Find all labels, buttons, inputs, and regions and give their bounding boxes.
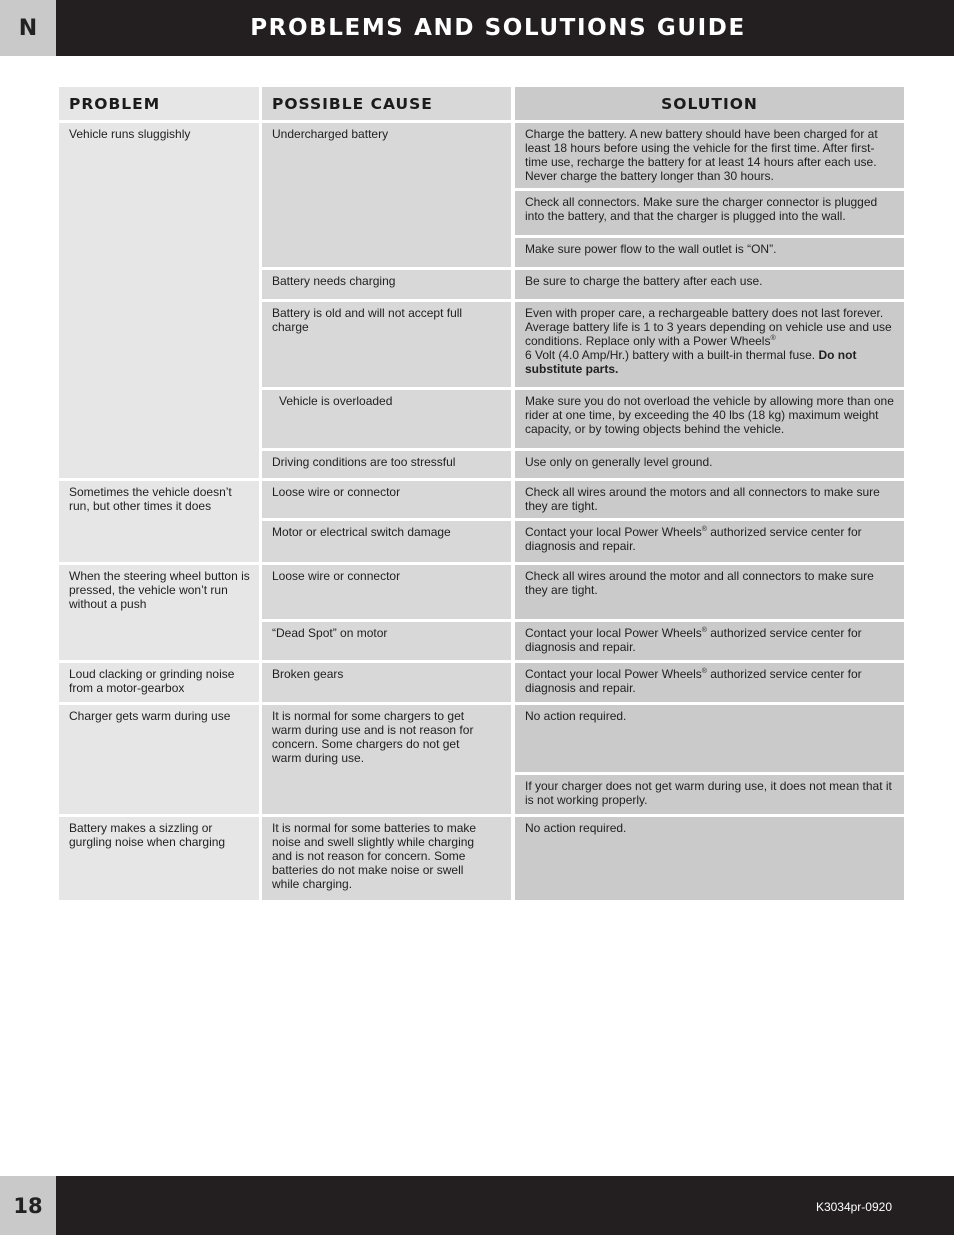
solution-cell: No action required. — [515, 705, 904, 772]
problem-cell: When the steering wheel button is pressed, the vehicle won’t run without a push — [59, 565, 259, 660]
registered-mark: ® — [701, 668, 707, 675]
header-problem: PROBLEM — [59, 87, 259, 120]
page-number: 18 — [0, 1176, 56, 1235]
solution-text: Contact your local Power Wheels — [525, 626, 702, 640]
solution-cell — [515, 521, 904, 562]
problem-cell: Sometimes the vehicle doesn’t run, but other times it does — [59, 481, 259, 562]
solution-cell: Check all connectors. Make sure the charger connector is plugged into the battery, and that the charger is plugged into the wall. — [515, 191, 904, 235]
title-bar — [56, 0, 954, 56]
solution-cell: Be sure to charge the battery after each use. — [515, 270, 904, 299]
cause-cell: Battery needs charging — [262, 270, 511, 299]
cause-cell — [262, 705, 511, 814]
solution-cell: Make sure you do not overload the vehicle by allowing more than one rider at one time, by exceeding the 40 lbs (18 kg) maximum weight capacity, or by towing objects behind the vehicle. — [515, 390, 904, 448]
solution-text: 6 Volt (4.0 Amp/Hr.) battery with a built-in thermal fuse. — [525, 348, 819, 362]
solution-cell: Check all wires around the motor and all connectors to make sure they are tight. — [515, 565, 904, 619]
cause-cell: Loose wire or connector — [262, 565, 511, 619]
solution-cell — [515, 663, 904, 702]
solution-cell: Make sure power flow to the wall outlet is “ON”. — [515, 238, 904, 267]
cause-cell: Driving conditions are too stressful — [262, 451, 511, 478]
document-code: K3034pr-0920 — [815, 1200, 892, 1214]
problem-cell: Charger gets warm during use — [59, 705, 259, 814]
header-solution: SOLUTION — [515, 87, 904, 120]
problem-cell: Battery makes a sizzling or gurgling noise when charging — [59, 817, 259, 900]
page-title: PROBLEMS AND SOLUTIONS GUIDE — [250, 15, 746, 41]
solution-cell: Charge the battery. A new battery should have been charged for at least 18 hours before using the vehicle for the first time. After first-time use, recharge the battery for at least 14 hours after each use. Never charge the battery longer than 30 hours. — [515, 123, 904, 188]
solution-cell: Check all wires around the motors and all connectors to make sure they are tight. — [515, 481, 904, 518]
problem-cell: Vehicle runs sluggishly — [59, 123, 259, 478]
cause-cell: “Dead Spot” on motor — [262, 622, 511, 660]
solution-cell: If your charger does not get warm during use, it does not mean that it is not working properly. — [515, 775, 904, 814]
registered-mark: ® — [770, 335, 776, 342]
cause-cell — [262, 817, 511, 900]
cause-cell: Undercharged battery — [262, 123, 511, 267]
cause-cell — [262, 302, 511, 387]
solution-cell — [515, 622, 904, 660]
cause-cell: Broken gears — [262, 663, 511, 702]
solution-text: authorized service center for diagnosis and repair. — [525, 525, 862, 553]
header-possible-cause: POSSIBLE CAUSE — [262, 87, 511, 120]
cause-cell: Motor or electrical switch damage — [262, 521, 511, 562]
solution-text: Contact your local Power Wheels — [525, 667, 702, 681]
solution-text: authorized service center for diagnosis and repair. — [525, 667, 862, 695]
cause-text: It is normal for some chargers to get warm during use and is not reason for concern. Some chargers do not get warm during use. — [272, 709, 474, 765]
cause-cell: Vehicle is overloaded — [262, 390, 511, 448]
solution-text: authorized service center for diagnosis and repair. — [525, 626, 862, 654]
section-tab-letter: N — [0, 0, 56, 56]
footer-bar — [56, 1176, 954, 1235]
cause-text: It is normal for some batteries to make noise and swell slightly while charging and is not reason for concern. Some batteries do not make noise or swell while charging. — [272, 821, 477, 891]
registered-mark: ® — [701, 526, 707, 533]
registered-mark: ® — [701, 627, 707, 634]
solution-cell: No action required. — [515, 817, 904, 900]
warning-text: Do not substitute parts. — [525, 348, 857, 376]
solution-text: Contact your local Power Wheels — [525, 525, 702, 539]
problem-cell: Loud clacking or grinding noise from a motor-gearbox — [59, 663, 259, 702]
cause-text: Battery is old and will not accept full charge — [272, 306, 463, 334]
solution-text: Even with proper care, a rechargeable battery does not last forever. Average battery life is 1 to 3 years depending on vehicle use and use conditions. Replace only with a Power Wheels — [525, 306, 892, 348]
cause-cell: Loose wire or connector — [262, 481, 511, 518]
solution-cell: Use only on generally level ground. — [515, 451, 904, 478]
solution-cell — [515, 302, 904, 387]
